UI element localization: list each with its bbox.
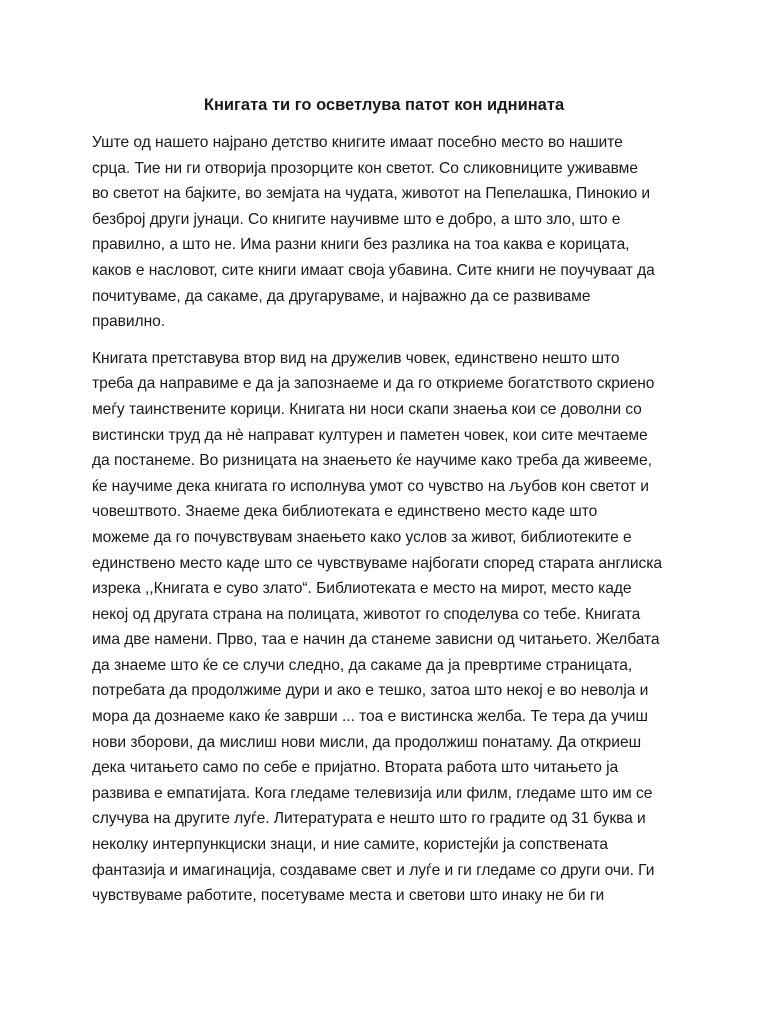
text-line: правилно, а што не. Има разни книги без разлика на тоа каква е корицата,	[92, 236, 630, 254]
document-body	[92, 130, 678, 909]
text-line: развива е емпатијата. Кога гледаме телевизија или филм, гледаме што им се	[92, 784, 653, 802]
text-line: вистински труд да нè направат културен и паметен човек, кои сите мечтаеме	[92, 426, 648, 444]
text-line: срца. Тие ни ги отворија прозорците кон светот. Со сликовниците уживавме	[92, 159, 638, 177]
text-line: ќе научиме дека книгата го исполнува умот со чувство на љубов кон светот и	[92, 477, 649, 495]
text-line: почитуваме, да сакаме, да другаруваме, и најважно да се развиваме	[92, 287, 591, 305]
text-line: случува на другите луѓе. Литературата е нешто што го градите од 31 буква и	[92, 810, 646, 828]
text-line: треба да направиме е да ја запознаеме и да го откриеме богатството скриено	[92, 375, 655, 393]
paragraph-2	[92, 346, 678, 909]
text-line: потребата да продолжиме дури и ако е тешко, затоа што некој е во неволја и	[92, 682, 649, 700]
text-line: чувствуваме работите, посетуваме места и светови што инаку не би ги	[92, 887, 605, 905]
text-line: дека читањето само по себе е пријатно. Втората работа што читањето ја	[92, 759, 619, 777]
text-line: изрека ,,Книгата е суво злато“. Библиотеката е место на мирот, место каде	[92, 580, 632, 598]
document-title: Книгата ти го осветлува патот кон иднината	[203, 96, 565, 114]
text-line: да знаеме што ќе се случи следно, да сакаме да ја превртиме страницата,	[92, 656, 633, 674]
text-line: правилно.	[92, 313, 166, 331]
text-line: каков е насловот, сите книги имаат своја убавина. Сите книги не поучуваат да	[92, 261, 655, 279]
text-line: можеме да го почувствувам знаењето како услов за живот, библиотеките е	[92, 528, 632, 546]
text-line: Уште од нашето најрано детство книгите имаат посебно место во нашите	[92, 134, 623, 151]
text-line: фантазија и имагинација, создаваме свет и луѓе и ги гледаме со други очи. Ги	[92, 861, 655, 879]
text-line: нови зборови, да мислиш нови мисли, да продолжиш понатаму. Да откриеш	[92, 733, 642, 751]
text-line: некој од другата страна на полицата, животот го споделува со тебе. Книгата	[92, 605, 641, 623]
text-line: меѓу таинствените корици. Книгата ни носи скапи знаења кои се доволни со	[92, 400, 642, 418]
text-line: има две намени. Прво, таа е начин да станеме зависни од читањето. Желбата	[92, 631, 660, 649]
text-line: единствено место каде што се чувствуваме најбогати според старата англиска	[92, 554, 663, 572]
text-line: Книгата претставува втор вид на дружелив човек, единствено нешто што	[92, 349, 620, 367]
paragraph-1	[92, 130, 678, 335]
text-line: да постанеме. Во ризницата на знаењето ќе научиме како треба да живееме,	[92, 452, 652, 470]
text-line: неколку интерпункциски знаци, и ние самите, користејќи ја сопствената	[92, 836, 608, 854]
text-line: човештвото. Знаеме дека библиотеката е единствено место каде што	[92, 503, 598, 521]
text-line: безброј други јунаци. Со книгите научивме што е добро, а што зло, што е	[92, 210, 621, 228]
text-line: мора да дознаеме како ќе заврши ... тоа е вистинска желба. Те тера да учиш	[92, 708, 648, 726]
text-line: во светот на бајките, во земјата на чудата, животот на Пепелашка, Пинокио и	[92, 185, 651, 203]
